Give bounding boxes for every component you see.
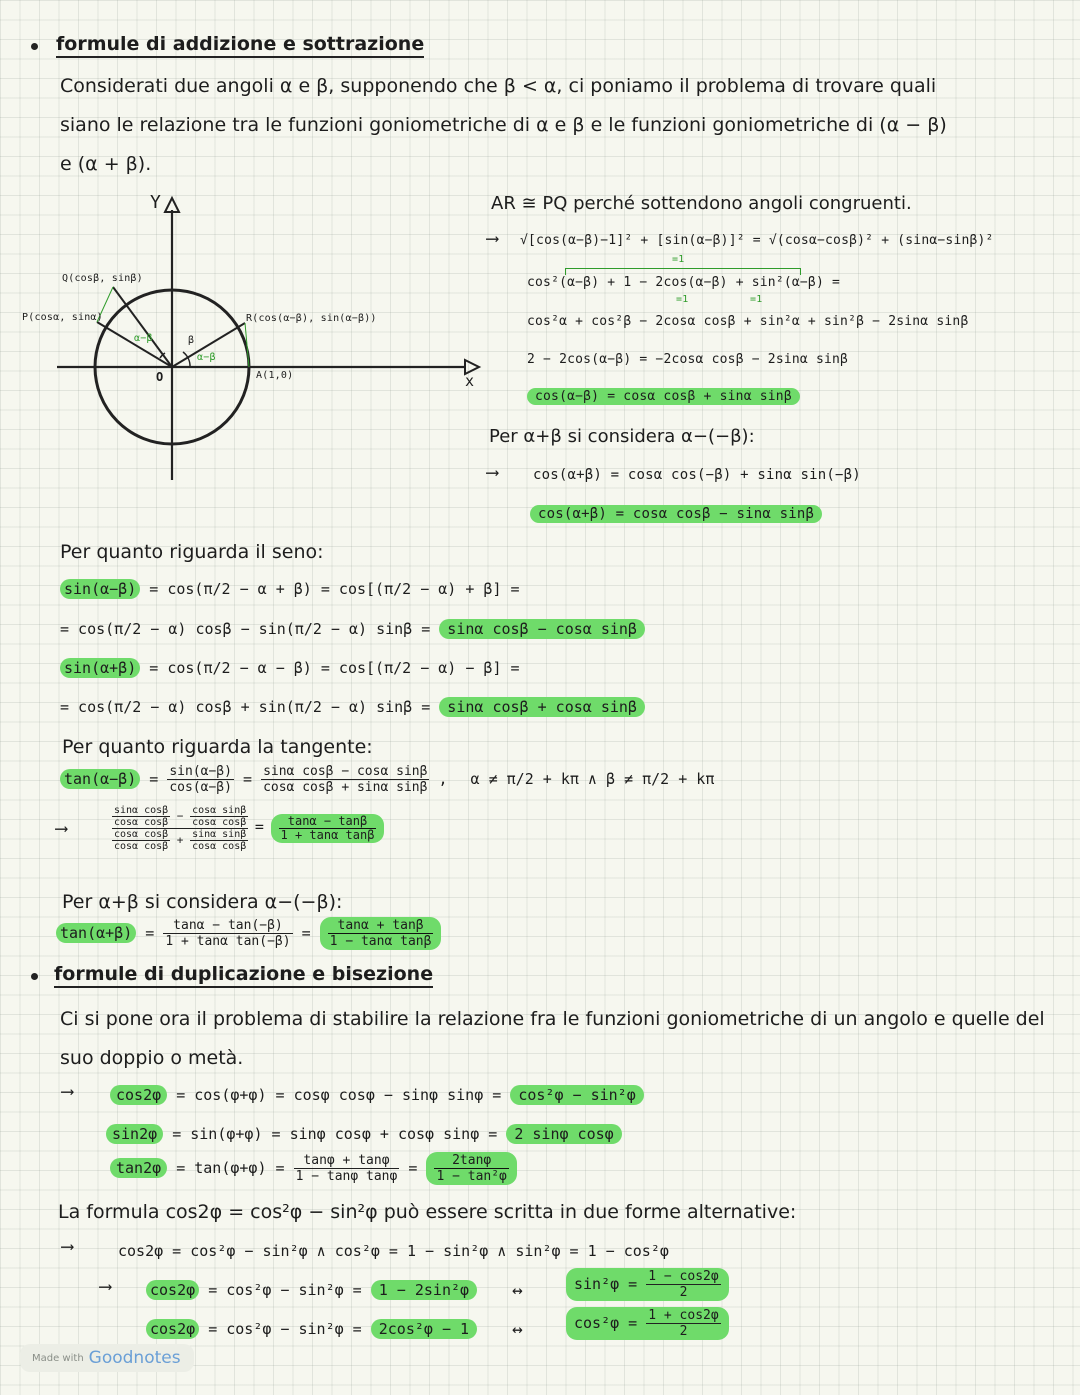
- equation-line: = cos(π/2 − α) cosβ − sin(π/2 − α) sinβ = sinα cosβ − cosα sinβ: [60, 620, 645, 638]
- equation-line: cos2φ = cos²φ − sin²φ = 2cos²φ − 1: [146, 1320, 477, 1338]
- fraction: $\frac{\sin(\alpha-\beta)}{\cos(\alpha-\beta)}$: [169, 764, 232, 795]
- equation-line: = cos(π/2 − α) cosβ + sin(π/2 − α) sinβ = sinα cosβ + cosα sinβ: [60, 698, 645, 716]
- paragraph-line: Considerati due angoli α e β, supponendo che β < α, ci poniamo il problema di trovare quali: [60, 75, 937, 97]
- paragraph-line: siano le relazione tra le funzioni goniometriche di α e β e le funzioni goniometriche di (α − β): [60, 114, 947, 136]
- double-arrow: ↔: [512, 1280, 523, 1301]
- goodnotes-logo: Made with Goodnotes: [20, 1344, 194, 1372]
- highlight-result: cos(α+β) = cosα cosβ − sinα sinβ: [530, 505, 822, 523]
- arrow-icon: ⟶: [62, 1236, 74, 1257]
- paragraph-line: e (α + β).: [60, 153, 152, 175]
- equation-line: sin(α−β) = cos(π/2 − α + β) = cos[(π/2 − α) + β] =: [60, 580, 520, 598]
- arrow-icon: ⟶: [56, 818, 68, 839]
- fraction: $\frac{\tan\varphi + \tan\varphi}{\text{1 − tanφ tanφ}}$: [295, 1153, 398, 1184]
- bullet: [31, 43, 38, 50]
- annotation-mark: =1: [672, 254, 685, 265]
- highlight-result: $\frac{\tan\alpha + \tan\beta}{\text{1 − tanα tanβ}}$: [320, 917, 442, 950]
- highlight-result: sin²φ = $\frac{1 - \cos 2\varphi}{2}$: [566, 1268, 729, 1301]
- angle-label: β: [188, 335, 195, 346]
- equation-line: cos²α + cos²β − 2cosα cosβ + sin²α + sin²β − 2sinα sinβ: [527, 314, 969, 329]
- annotation-mark: =1: [676, 294, 689, 305]
- angle-label: α−β: [134, 333, 153, 344]
- paragraph-line: suo doppio o metà.: [60, 1047, 244, 1069]
- highlight-result: $\frac{\tan\alpha - \tan\beta}{\text{1 + tanα tanβ}}$: [271, 814, 385, 843]
- arrow-icon: ⟶: [62, 1081, 74, 1102]
- axis-label-x: x: [465, 372, 475, 390]
- equation-line: cos2φ = cos²φ − sin²φ = 1 − 2sin²φ: [146, 1281, 477, 1299]
- brace-mark: [565, 268, 801, 275]
- paragraph-line: Ci si pone ora il problema di stabilire la relazione fra le funzioni goniometriche di un angolo e quelle del: [60, 1008, 1045, 1030]
- highlight-result: $\frac{2\tan\varphi}{\text{1 − tan²φ}}$: [426, 1152, 516, 1185]
- annotation-mark: =1: [750, 294, 763, 305]
- equation-line: cos²(α−β) + 1 − 2cos(α−β) + sin²(α−β) =: [527, 275, 841, 290]
- equation-line: tan(α−β) = $\frac{\sin(\alpha-\beta)}{\cos(\alpha-\beta)}$ = $\frac{\text{sinα cosβ − cosα sinβ}}{\text{cosα cosβ + sinα sinβ}}$ , α ≠ π/2 + kπ ∧ β ≠ π/2 + kπ: [60, 764, 714, 795]
- equation-line: sin2φ = sin(φ+φ) = sinφ cosφ + cosφ sinφ = 2 sinφ cosφ: [106, 1125, 622, 1143]
- arrow-icon: ⟶: [100, 1276, 112, 1297]
- point-a-label: A(1,0): [256, 370, 294, 381]
- equation-line: sin(α+β) = cos(π/2 − α − β) = cos[(π/2 − α) − β] =: [60, 659, 520, 677]
- sum-intro: Per α+β si considera α−(−β):: [489, 426, 755, 447]
- unit-circle-diagram: [15, 190, 485, 490]
- arrow-icon: ⟶: [487, 228, 499, 249]
- equation-line: $\frac{\text{sinα cosβ}}{\text{cosα cosβ}}$ − $\frac{\text{cosα sinβ}}{\text{cosα cosβ}}$ $\frac{\text{cosα cosβ}}{\text{cosα cosβ}}$ + $\frac{\text{sinα sinβ}}{\text{cosα cosβ}}$ = $\frac{\tan\alpha - \tan\beta}{\text{1 + tanα tanβ}}$: [112, 805, 384, 852]
- double-arrow: ↔: [512, 1319, 523, 1340]
- congruence-note: AR ≅ PQ perché sottendono angoli congruenti.: [491, 193, 912, 214]
- point-r-label: R(cos(α−β), sin(α−β)): [246, 313, 377, 324]
- bullet: [31, 973, 38, 980]
- highlight-result: cos²φ = $\frac{1 + \cos 2\varphi}{2}$: [566, 1307, 729, 1340]
- equation-line: tan(α+β) = $\frac{\tan\alpha - \tan(-\beta)}{\text{1 + tanα tan(−β)}}$ = $\frac{\tan\alpha + \tan\beta}{\text{1 − tanα tanβ}}$: [56, 917, 441, 950]
- arrow-icon: ⟶: [487, 462, 499, 483]
- tangent-intro: Per quanto riguarda la tangente:: [62, 736, 373, 758]
- axis-label-y: Y: [150, 192, 162, 213]
- alt-intro: La formula cos2φ = cos²φ − sin²φ può essere scritta in due forme alternative:: [58, 1201, 797, 1223]
- highlight-result: cos(α−β) = cosα cosβ + sinα sinβ: [527, 388, 800, 405]
- fraction: $\frac{\text{sinα cosβ − cosα sinβ}}{\text{cosα cosβ + sinα sinβ}}$: [263, 764, 428, 795]
- fraction: $\frac{\tan\alpha - \tan(-\beta)}{\text{1 + tanα tan(−β)}}$: [165, 918, 291, 949]
- distance-equation: √[cos(α−β)−1]² + [sin(α−β)]² = √(cosα−cosβ)² + (sinα−sinβ)²: [520, 233, 994, 248]
- equation-line: cos(α+β) = cosα cos(−β) + sinα sin(−β): [533, 467, 861, 483]
- section-title-duplication: formule di duplicazione e bisezione: [54, 963, 433, 985]
- equation-line: 2 − 2cos(α−β) = −2cosα cosβ − 2sinα sinβ: [527, 352, 849, 367]
- section-title-addition: formule di addizione e sottrazione: [56, 33, 424, 55]
- sine-intro: Per quanto riguarda il seno:: [60, 541, 324, 563]
- equation-line: tan2φ = tan(φ+φ) = $\frac{\tan\varphi + \tan\varphi}{\text{1 − tanφ tanφ}}$ = $\frac{2\tan\varphi}{\text{1 − tan²φ}}$: [110, 1152, 517, 1185]
- equation-line: cos2φ = cos²φ − sin²φ ∧ cos²φ = 1 − sin²φ ∧ sin²φ = 1 − cos²φ: [118, 1242, 669, 1260]
- point-p-label: P(cosα, sinα): [22, 312, 103, 323]
- equation-line: cos2φ = cos(φ+φ) = cosφ cosφ − sinφ sinφ = cos²φ − sin²φ: [110, 1086, 644, 1104]
- angle-label: α−β: [197, 352, 216, 363]
- origin-label: O: [156, 370, 164, 384]
- tan-sum-intro: Per α+β si considera α−(−β):: [62, 891, 343, 913]
- point-q-label: Q(cosβ, sinβ): [62, 273, 143, 284]
